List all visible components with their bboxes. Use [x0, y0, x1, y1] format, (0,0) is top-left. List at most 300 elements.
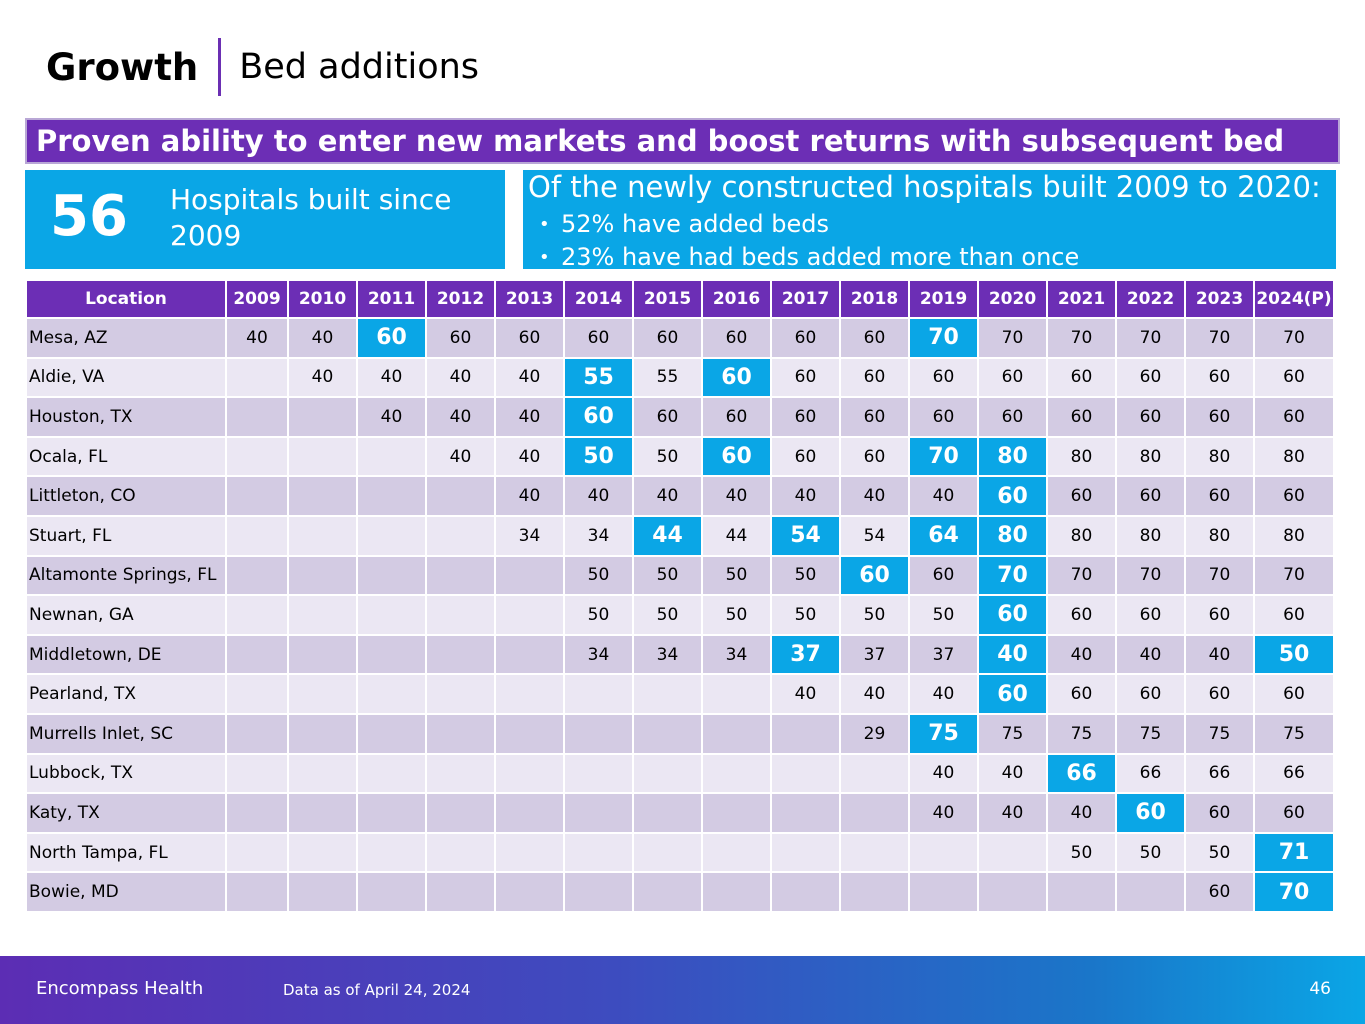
bed-count-cell: 60	[772, 359, 839, 397]
bed-count-cell: 40	[289, 319, 356, 357]
stat-label: Hospitals built since 2009	[170, 183, 452, 252]
bed-count-cell: 80	[1186, 438, 1253, 476]
bed-count-cell	[703, 755, 770, 793]
location-cell: Aldie, VA	[27, 359, 225, 397]
facts-bullet-text: 23% have had beds added more than once	[561, 243, 1080, 271]
bed-count-cell	[496, 557, 563, 595]
bed-count-cell	[289, 834, 356, 872]
bed-count-cell-highlighted: 60	[565, 398, 632, 436]
bed-count-cell: 60	[1048, 359, 1115, 397]
bed-count-cell: 75	[1048, 715, 1115, 753]
bed-count-cell-highlighted: 75	[910, 715, 977, 753]
bed-count-cell: 70	[1186, 557, 1253, 595]
bed-count-cell: 60	[1255, 675, 1333, 713]
bed-count-cell: 40	[427, 359, 494, 397]
facts-bullet	[539, 241, 1079, 274]
column-header-year: 2010	[289, 281, 356, 317]
bed-count-cell: 60	[703, 319, 770, 357]
bed-count-cell	[979, 873, 1046, 911]
bed-count-cell	[634, 794, 701, 832]
bed-count-cell	[289, 557, 356, 595]
bed-count-cell	[565, 873, 632, 911]
column-header-year: 2014	[565, 281, 632, 317]
bed-count-cell-highlighted: 60	[1117, 794, 1184, 832]
title-row	[46, 38, 479, 96]
table-row	[27, 834, 1333, 872]
bed-count-cell	[910, 834, 977, 872]
bed-count-cell: 60	[910, 557, 977, 595]
bed-count-cell: 60	[634, 319, 701, 357]
bed-count-cell: 60	[910, 398, 977, 436]
column-header-year: 2020	[979, 281, 1046, 317]
bed-count-cell: 60	[1048, 477, 1115, 515]
footer	[0, 956, 1365, 1024]
bed-count-cell	[427, 755, 494, 793]
bed-count-cell: 40	[289, 359, 356, 397]
bed-count-cell: 40	[496, 438, 563, 476]
bed-count-cell	[427, 557, 494, 595]
bed-count-cell: 60	[1048, 675, 1115, 713]
bed-count-cell	[227, 477, 287, 515]
bed-count-cell: 50	[703, 557, 770, 595]
bed-count-cell: 75	[979, 715, 1046, 753]
bed-count-cell-highlighted: 66	[1048, 755, 1115, 793]
bed-count-cell: 50	[703, 596, 770, 634]
bed-count-cell: 50	[565, 557, 632, 595]
table-row	[27, 398, 1333, 436]
column-header-year: 2023	[1186, 281, 1253, 317]
bed-count-cell	[427, 715, 494, 753]
bed-count-cell: 40	[358, 398, 425, 436]
bed-count-cell: 80	[1186, 517, 1253, 555]
column-header-year: 2017	[772, 281, 839, 317]
bed-count-cell: 37	[910, 636, 977, 674]
column-header-year: 2013	[496, 281, 563, 317]
footer-note: Data as of April 24, 2024	[283, 981, 471, 999]
bed-count-cell: 60	[1186, 398, 1253, 436]
bed-count-cell: 60	[1117, 675, 1184, 713]
bed-count-cell	[289, 873, 356, 911]
bed-count-cell	[703, 715, 770, 753]
bed-count-cell	[358, 834, 425, 872]
bed-count-cell: 50	[1048, 834, 1115, 872]
bed-count-cell	[565, 755, 632, 793]
bed-count-cell	[565, 834, 632, 872]
bed-count-cell-highlighted: 70	[910, 319, 977, 357]
bed-count-cell-highlighted: 80	[979, 517, 1046, 555]
bed-count-cell	[496, 755, 563, 793]
bed-count-cell: 70	[1117, 319, 1184, 357]
bed-count-cell: 60	[1255, 359, 1333, 397]
table-row	[27, 675, 1333, 713]
bed-count-cell	[289, 438, 356, 476]
bed-count-cell-highlighted: 70	[910, 438, 977, 476]
facts-box	[523, 170, 1336, 269]
bed-count-cell	[227, 755, 287, 793]
bed-count-cell-highlighted: 54	[772, 517, 839, 555]
facts-bullet	[539, 208, 1079, 241]
bed-count-cell: 70	[1255, 557, 1333, 595]
column-header-year: 2018	[841, 281, 908, 317]
bed-count-cell	[772, 755, 839, 793]
bed-count-cell	[227, 438, 287, 476]
table-row	[27, 557, 1333, 595]
table-header-row	[27, 281, 1333, 317]
bed-count-cell: 50	[634, 596, 701, 634]
bed-count-cell	[289, 675, 356, 713]
bed-count-cell: 60	[1117, 398, 1184, 436]
table-body	[27, 319, 1333, 911]
location-cell: Littleton, CO	[27, 477, 225, 515]
bed-count-cell: 80	[1117, 438, 1184, 476]
location-cell: Pearland, TX	[27, 675, 225, 713]
bed-count-cell: 29	[841, 715, 908, 753]
bed-count-cell	[227, 517, 287, 555]
bed-count-cell: 80	[1048, 517, 1115, 555]
bed-count-cell: 40	[1048, 794, 1115, 832]
bed-count-cell	[358, 438, 425, 476]
bed-count-cell: 80	[1255, 438, 1333, 476]
bed-count-cell: 60	[427, 319, 494, 357]
bed-count-cell: 60	[979, 398, 1046, 436]
bed-count-cell	[1048, 873, 1115, 911]
bed-count-cell: 34	[565, 636, 632, 674]
bed-count-cell	[496, 596, 563, 634]
location-cell: Katy, TX	[27, 794, 225, 832]
bed-count-cell: 40	[910, 755, 977, 793]
column-header-year: 2024(P)	[1255, 281, 1333, 317]
bed-count-cell	[634, 675, 701, 713]
bed-count-cell	[427, 517, 494, 555]
headline-banner: Proven ability to enter new markets and boost returns with subsequent bed	[25, 118, 1340, 164]
bed-count-cell: 60	[841, 398, 908, 436]
bed-count-cell	[634, 873, 701, 911]
bed-count-cell: 50	[1186, 834, 1253, 872]
bed-count-cell	[358, 477, 425, 515]
page-subtitle: Bed additions	[239, 47, 480, 87]
location-cell: Houston, TX	[27, 398, 225, 436]
bed-count-cell	[358, 715, 425, 753]
bed-count-cell: 60	[565, 319, 632, 357]
location-cell: Ocala, FL	[27, 438, 225, 476]
bed-count-cell: 34	[565, 517, 632, 555]
bed-count-cell: 60	[1117, 359, 1184, 397]
bed-count-cell	[1117, 873, 1184, 911]
bed-count-cell: 60	[1186, 477, 1253, 515]
bed-count-cell: 60	[1186, 359, 1253, 397]
bed-count-cell-highlighted: 60	[841, 557, 908, 595]
bed-count-cell	[289, 715, 356, 753]
stat-box	[25, 170, 505, 269]
location-cell: Newnan, GA	[27, 596, 225, 634]
bed-count-cell	[358, 636, 425, 674]
bed-count-cell	[772, 715, 839, 753]
bed-count-cell-highlighted: 80	[979, 438, 1046, 476]
bed-count-cell	[841, 873, 908, 911]
bed-count-cell	[772, 873, 839, 911]
bed-count-cell	[227, 873, 287, 911]
bed-count-cell: 40	[1048, 636, 1115, 674]
bed-count-cell: 80	[1117, 517, 1184, 555]
bed-count-cell: 40	[772, 675, 839, 713]
bed-count-cell: 40	[496, 398, 563, 436]
bed-count-cell	[703, 834, 770, 872]
bed-count-cell	[358, 675, 425, 713]
bed-count-cell	[227, 636, 287, 674]
bed-count-cell: 60	[1048, 398, 1115, 436]
bed-count-cell: 34	[634, 636, 701, 674]
bed-count-cell: 60	[1186, 873, 1253, 911]
bed-count-cell: 54	[841, 517, 908, 555]
bed-count-cell: 40	[427, 438, 494, 476]
bed-count-cell: 50	[841, 596, 908, 634]
table-row	[27, 517, 1333, 555]
bed-count-cell: 66	[1186, 755, 1253, 793]
bed-count-cell-highlighted: 60	[979, 675, 1046, 713]
bed-count-cell: 40	[910, 477, 977, 515]
bed-count-cell	[427, 873, 494, 911]
bed-count-cell	[289, 596, 356, 634]
bed-count-cell	[227, 794, 287, 832]
bed-count-cell-highlighted: 70	[979, 557, 1046, 595]
bed-count-cell: 60	[841, 438, 908, 476]
bed-count-cell: 40	[1186, 636, 1253, 674]
bed-count-cell	[227, 398, 287, 436]
table-row	[27, 636, 1333, 674]
bed-count-cell: 40	[1117, 636, 1184, 674]
bed-count-cell	[227, 675, 287, 713]
bed-count-cell	[841, 834, 908, 872]
bed-count-cell: 70	[1048, 319, 1115, 357]
bed-count-cell	[565, 715, 632, 753]
bed-count-cell: 60	[841, 359, 908, 397]
bed-count-cell	[703, 873, 770, 911]
bed-count-cell	[427, 794, 494, 832]
bed-count-cell: 40	[841, 477, 908, 515]
bullet-icon: •	[539, 214, 550, 235]
bed-count-cell: 40	[910, 675, 977, 713]
bed-count-cell: 66	[1255, 755, 1333, 793]
bed-count-cell	[634, 834, 701, 872]
bed-count-cell	[227, 596, 287, 634]
bed-count-cell-highlighted: 55	[565, 359, 632, 397]
table-row	[27, 319, 1333, 357]
facts-heading: Of the newly constructed hospitals built 2009 to 2020:	[528, 170, 1321, 204]
title-divider	[218, 38, 221, 96]
table-row	[27, 715, 1333, 753]
bed-count-cell	[496, 636, 563, 674]
bed-count-cell: 70	[979, 319, 1046, 357]
bed-count-cell	[772, 794, 839, 832]
bed-count-cell: 60	[1117, 596, 1184, 634]
footer-brand: Encompass Health	[36, 978, 204, 999]
bed-count-cell: 50	[772, 596, 839, 634]
column-header-year: 2016	[703, 281, 770, 317]
column-header-year: 2012	[427, 281, 494, 317]
bed-count-cell-highlighted: 60	[979, 596, 1046, 634]
bed-count-cell-highlighted: 37	[772, 636, 839, 674]
bed-count-cell	[227, 359, 287, 397]
location-cell: Stuart, FL	[27, 517, 225, 555]
bed-count-cell	[841, 755, 908, 793]
bed-count-cell: 50	[772, 557, 839, 595]
bed-count-cell-highlighted: 50	[1255, 636, 1333, 674]
bed-count-cell-highlighted: 60	[979, 477, 1046, 515]
bed-count-cell	[841, 794, 908, 832]
bed-count-cell	[358, 873, 425, 911]
bed-count-cell	[289, 755, 356, 793]
location-cell: Bowie, MD	[27, 873, 225, 911]
bed-count-cell: 34	[703, 636, 770, 674]
column-header-year: 2019	[910, 281, 977, 317]
bed-count-cell: 40	[565, 477, 632, 515]
bed-count-cell-highlighted: 60	[703, 438, 770, 476]
table-row	[27, 596, 1333, 634]
bed-count-cell	[427, 596, 494, 634]
bed-count-cell: 40	[979, 794, 1046, 832]
column-header-year: 2015	[634, 281, 701, 317]
bed-count-cell-highlighted: 40	[979, 636, 1046, 674]
bed-count-cell-highlighted: 60	[358, 319, 425, 357]
page-number: 46	[1309, 979, 1331, 999]
bed-count-cell	[289, 794, 356, 832]
bed-count-cell: 40	[841, 675, 908, 713]
page-title: Growth	[46, 45, 199, 89]
bed-count-cell: 80	[1255, 517, 1333, 555]
bed-count-cell	[565, 675, 632, 713]
bed-count-cell	[427, 477, 494, 515]
location-cell: Murrells Inlet, SC	[27, 715, 225, 753]
location-cell: Altamonte Springs, FL	[27, 557, 225, 595]
bed-count-cell-highlighted: 64	[910, 517, 977, 555]
bed-count-cell	[496, 794, 563, 832]
bed-count-cell	[427, 834, 494, 872]
location-cell: Mesa, AZ	[27, 319, 225, 357]
bed-count-cell: 60	[841, 319, 908, 357]
bed-count-cell: 50	[1117, 834, 1184, 872]
bed-count-cell: 75	[1186, 715, 1253, 753]
table-row	[27, 755, 1333, 793]
bed-count-cell-highlighted: 70	[1255, 873, 1333, 911]
bed-count-cell	[358, 596, 425, 634]
bed-count-cell: 40	[427, 398, 494, 436]
bed-count-cell: 60	[1186, 794, 1253, 832]
bed-count-cell	[772, 834, 839, 872]
bed-count-cell: 40	[227, 319, 287, 357]
bed-count-cell: 34	[496, 517, 563, 555]
bed-count-cell	[979, 834, 1046, 872]
facts-bullet-text: 52% have added beds	[561, 210, 830, 238]
bed-count-cell: 40	[910, 794, 977, 832]
bed-count-cell-highlighted: 60	[703, 359, 770, 397]
bed-count-cell-highlighted: 44	[634, 517, 701, 555]
bed-additions-table	[25, 279, 1335, 913]
bed-count-cell	[634, 755, 701, 793]
bed-count-cell: 50	[634, 438, 701, 476]
bed-count-cell: 60	[1186, 675, 1253, 713]
facts-list	[539, 208, 1079, 274]
table-row	[27, 477, 1333, 515]
location-cell: Middletown, DE	[27, 636, 225, 674]
bed-count-cell	[358, 517, 425, 555]
bed-count-cell: 60	[1255, 477, 1333, 515]
bed-count-cell	[427, 636, 494, 674]
bed-count-cell: 80	[1048, 438, 1115, 476]
bed-count-cell	[358, 794, 425, 832]
bed-count-cell	[227, 834, 287, 872]
column-header-year: 2022	[1117, 281, 1184, 317]
column-header-year: 2021	[1048, 281, 1115, 317]
bed-count-cell: 40	[703, 477, 770, 515]
bed-count-cell-highlighted: 71	[1255, 834, 1333, 872]
bed-count-cell: 40	[634, 477, 701, 515]
location-cell: North Tampa, FL	[27, 834, 225, 872]
table-row	[27, 794, 1333, 832]
bed-count-cell: 75	[1255, 715, 1333, 753]
bed-count-cell	[910, 873, 977, 911]
bed-count-cell: 60	[634, 398, 701, 436]
column-header-year: 2011	[358, 281, 425, 317]
bed-count-cell	[565, 794, 632, 832]
bed-count-cell	[427, 675, 494, 713]
bed-count-cell	[496, 675, 563, 713]
bed-count-cell	[496, 834, 563, 872]
bed-count-cell: 60	[1186, 596, 1253, 634]
bed-count-cell: 60	[772, 319, 839, 357]
bed-count-cell: 75	[1117, 715, 1184, 753]
bed-count-cell: 37	[841, 636, 908, 674]
bed-count-cell	[703, 794, 770, 832]
bed-count-cell	[358, 557, 425, 595]
bed-count-cell: 40	[496, 359, 563, 397]
bed-count-cell	[227, 715, 287, 753]
bed-count-cell: 60	[772, 398, 839, 436]
bed-count-cell	[703, 675, 770, 713]
stat-value: 56	[50, 184, 128, 249]
bed-count-cell: 60	[496, 319, 563, 357]
bed-count-cell: 40	[979, 755, 1046, 793]
bed-count-cell: 60	[703, 398, 770, 436]
bed-count-cell: 70	[1117, 557, 1184, 595]
bed-count-cell	[634, 715, 701, 753]
bed-count-cell	[496, 715, 563, 753]
bed-count-cell	[289, 636, 356, 674]
bullet-icon: •	[539, 247, 550, 268]
bed-count-cell: 60	[1255, 794, 1333, 832]
bed-count-cell: 70	[1255, 319, 1333, 357]
bed-count-cell	[358, 755, 425, 793]
bed-count-cell: 40	[772, 477, 839, 515]
bed-count-cell	[289, 517, 356, 555]
bed-count-cell: 44	[703, 517, 770, 555]
bed-count-cell: 70	[1048, 557, 1115, 595]
bed-count-cell	[496, 873, 563, 911]
bed-count-cell: 60	[1048, 596, 1115, 634]
bed-count-cell: 40	[496, 477, 563, 515]
bed-count-cell	[289, 477, 356, 515]
column-header-year: 2009	[227, 281, 287, 317]
bed-count-cell	[227, 557, 287, 595]
bed-count-cell: 50	[565, 596, 632, 634]
bed-count-cell: 70	[1186, 319, 1253, 357]
bed-count-cell: 66	[1117, 755, 1184, 793]
bed-count-cell: 50	[910, 596, 977, 634]
bed-count-cell: 60	[1255, 398, 1333, 436]
bed-count-cell: 50	[634, 557, 701, 595]
bed-count-cell: 60	[772, 438, 839, 476]
bed-count-cell: 60	[1117, 477, 1184, 515]
table-row	[27, 438, 1333, 476]
